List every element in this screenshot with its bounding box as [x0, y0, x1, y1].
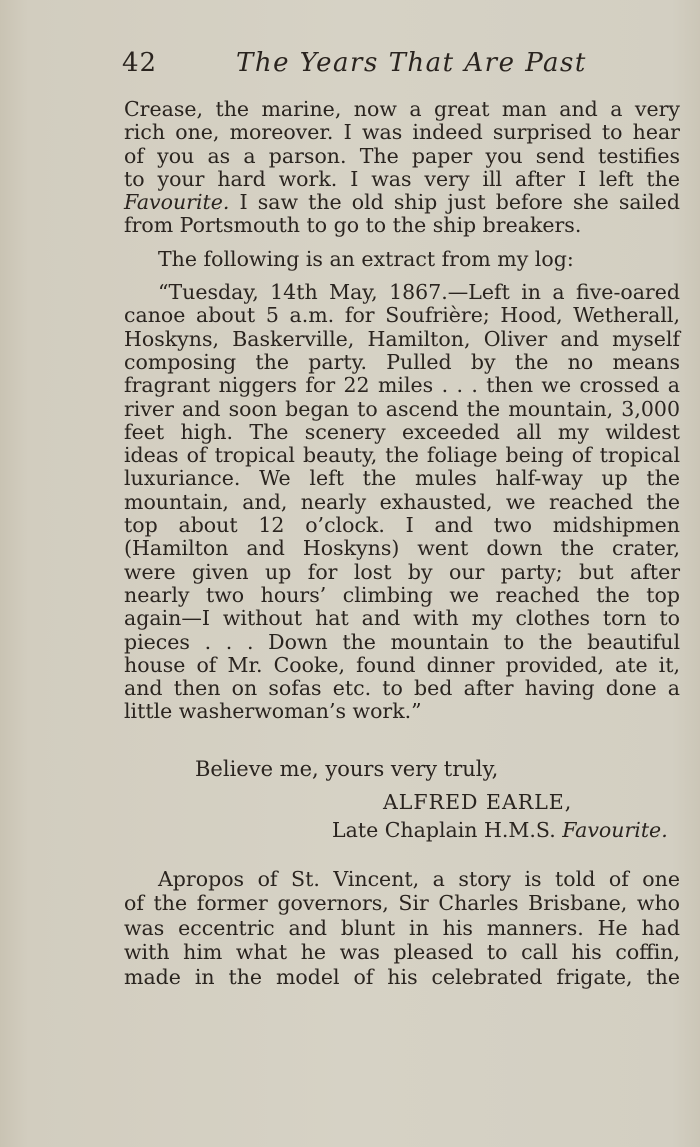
text-line: Crease, the marine, now a great man and a very: [124, 97, 680, 121]
text-line: to your hard work. I was very ill after I left the: [124, 166, 680, 191]
text-line-rest: I saw the old ship just before she sailed: [229, 190, 680, 215]
text-line: rich one, moreover. I was indeed surprised to hear: [124, 120, 680, 145]
signer-ship-italic: Favourite.: [562, 818, 668, 842]
log-line: mountain, and, nearly exhausted, we reached the: [124, 489, 680, 514]
running-title: The Years That Are Past: [236, 48, 587, 78]
text-line-favourite: [124, 191, 680, 214]
narrative-line: with him what he was pleased to call his coffin,: [124, 940, 680, 965]
log-line: river and soon began to ascend the mountain, 3,000: [124, 396, 680, 421]
log-line: ideas of tropical beauty, the foliage being of tropical: [124, 443, 680, 468]
letter-closing: Believe me, yours very truly,: [195, 757, 499, 781]
text-line: of you as a parson. The paper you send testifies: [124, 143, 680, 168]
log-line: pieces . . . Down the mountain to the beautiful: [124, 629, 680, 654]
log-line: canoe about 5 a.m. for Soufrière; Hood, Wetherall,: [124, 303, 680, 328]
log-line: little washerwoman’s work.”: [124, 699, 422, 724]
narrative-line: was eccentric and blunt in his manners. He had: [124, 915, 680, 940]
log-line: Hoskyns, Baskerville, Hamilton, Oliver and myself: [124, 326, 680, 351]
log-line: luxuriance. We left the mules half-way up the: [124, 466, 680, 491]
log-intro: The following is an extract from my log:: [158, 246, 574, 271]
log-line: composing the party. Pulled by the no means: [124, 349, 680, 374]
log-line: and then on sofas etc. to bed after having done a: [124, 676, 680, 701]
narrative-paragraph: [124, 867, 680, 989]
log-line: “Tuesday, 14th May, 1867.—Left in a five-oared: [158, 280, 680, 305]
log-line: nearly two hours’ climbing we reached the top: [124, 582, 680, 607]
page-header: [122, 48, 587, 82]
ship-name-italic: Favourite.: [124, 190, 230, 215]
signer-title: [332, 818, 668, 842]
narrative-line: Apropos of St. Vincent, a story is told of one: [158, 867, 680, 891]
log-line: again—I without hat and with my clothes torn to: [124, 606, 680, 631]
signer-title-prefix: Late Chaplain H.M.S.: [332, 818, 556, 842]
log-line: (Hamilton and Hoskyns) went down the crater,: [124, 536, 680, 561]
letter-body: [124, 98, 680, 724]
log-line: house of Mr. Cooke, found dinner provided, ate it,: [124, 652, 680, 677]
log-line: were given up for lost by our party; but after: [124, 559, 680, 584]
text-line: from Portsmouth to go to the ship breakers.: [124, 213, 582, 238]
log-line: fragrant niggers for 22 miles . . . then we crossed a: [124, 373, 680, 398]
log-line: top about 12 o’clock. I and two midshipmen: [124, 513, 680, 538]
page-number: 42: [122, 48, 158, 78]
narrative-line: of the former governors, Sir Charles Brisbane, who: [124, 891, 680, 916]
narrative-line: made in the model of his celebrated frigate, the: [124, 964, 680, 989]
log-line: feet high. The scenery exceeded all my wildest: [124, 419, 680, 444]
signer-name: ALFRED EARLE,: [383, 790, 573, 814]
